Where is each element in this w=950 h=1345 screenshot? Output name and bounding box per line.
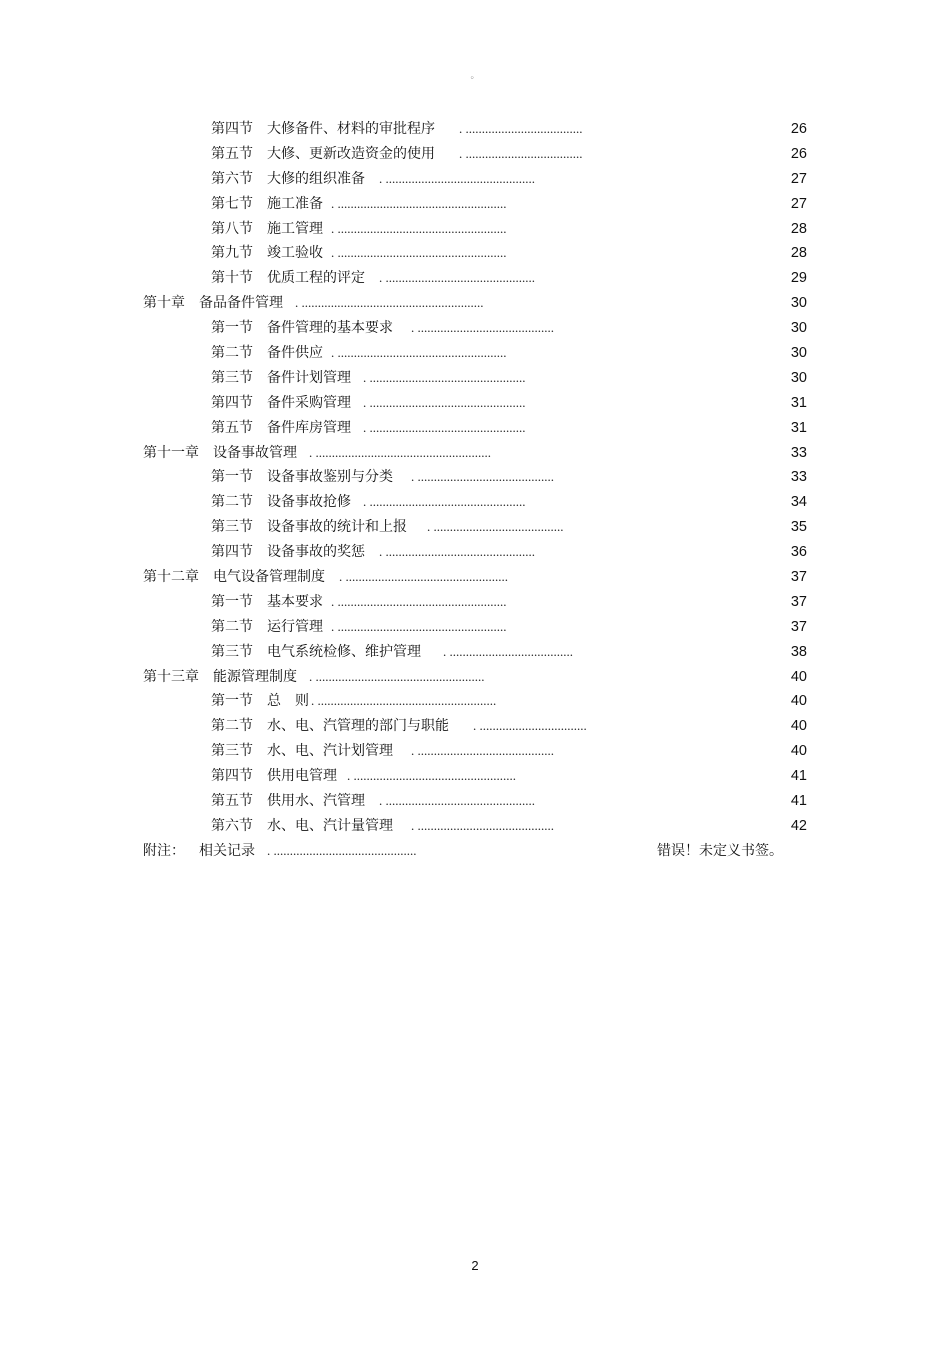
toc-dot-leader: . ..............................................	[379, 170, 535, 186]
toc-entry-number: 第十三章	[143, 668, 199, 685]
toc-page-number: 40	[790, 668, 807, 685]
toc-entry-title: 施工管理	[267, 220, 323, 237]
toc-page-number: 30	[790, 345, 807, 362]
toc-entry-title: 水、电、汽计划管理	[267, 743, 393, 760]
toc-entry-number: 第四节	[211, 121, 253, 137]
toc-dot-leader: . ..................................................	[347, 768, 516, 784]
toc-page-number: 28	[790, 220, 807, 237]
toc-entry-title: 备品备件管理	[199, 295, 283, 312]
toc-entry-text	[143, 291, 484, 316]
toc-section-entry[interactable]	[0, 167, 950, 192]
toc-entry-text	[211, 714, 587, 739]
toc-chapter-entry[interactable]	[0, 441, 950, 466]
toc-entry-title: 水、电、汽管理的部门与职能	[267, 718, 449, 735]
toc-page-number: 26	[790, 145, 807, 162]
toc-dot-leader: . ................................................	[363, 394, 526, 410]
toc-dot-leader: . ..............................................	[379, 270, 535, 286]
toc-chapter-entry[interactable]	[0, 565, 950, 590]
table-of-contents	[0, 117, 950, 864]
toc-entry-title: 竣工验收	[267, 245, 323, 262]
toc-page-number: 28	[790, 245, 807, 262]
toc-section-entry[interactable]	[0, 739, 950, 764]
toc-entry-number: 第九节	[211, 245, 253, 262]
toc-section-entry[interactable]	[0, 714, 950, 739]
toc-entry-text	[211, 465, 554, 490]
toc-page-number: 37	[790, 569, 807, 586]
toc-page-number: 29	[790, 270, 807, 287]
toc-dot-leader: . ..................................................	[339, 569, 508, 585]
toc-entry-text	[211, 266, 535, 291]
toc-dot-leader: . ........................................	[427, 519, 564, 535]
toc-dot-leader: . ........................................................	[295, 295, 484, 311]
toc-entry-text	[211, 689, 496, 714]
toc-dot-leader: . ....................................................	[331, 618, 507, 634]
toc-entry-title: 设备事故抢修	[267, 494, 351, 511]
toc-dot-leader: . ....................................................	[331, 195, 507, 211]
toc-entry-number: 第七节	[211, 195, 253, 212]
toc-entry-number: 第一节	[211, 693, 253, 710]
toc-entry-title: 大修备件、材料的审批程序	[267, 121, 435, 137]
toc-dot-leader: . ....................................................	[331, 593, 507, 609]
toc-entry-title: 水、电、汽计量管理	[267, 817, 393, 834]
toc-entry-title: 大修的组织准备	[267, 170, 365, 187]
toc-section-entry[interactable]	[0, 316, 950, 341]
toc-entry-text	[211, 416, 526, 441]
toc-page-number: 37	[790, 593, 807, 610]
toc-entry-title: 设备事故的奖惩	[267, 544, 365, 561]
toc-dot-leader: . ....................................................	[331, 345, 507, 361]
toc-section-entry[interactable]	[0, 789, 950, 814]
toc-entry-number: 第五节	[211, 419, 253, 436]
toc-page-number: 36	[790, 544, 807, 561]
toc-dot-leader: . ..........................................	[411, 320, 554, 336]
toc-section-entry[interactable]	[0, 341, 950, 366]
toc-entry-text	[211, 391, 526, 416]
toc-page-number: 33	[790, 444, 807, 461]
toc-page-number: 37	[790, 618, 807, 635]
toc-entry-number: 第八节	[211, 220, 253, 237]
toc-entry-number: 第五节	[211, 793, 253, 810]
toc-section-entry[interactable]	[0, 416, 950, 441]
toc-page-number: 31	[790, 419, 807, 436]
toc-page-number: 30	[790, 295, 807, 312]
toc-dot-leader: . ....................................................	[309, 668, 485, 684]
toc-section-entry[interactable]	[0, 465, 950, 490]
toc-dot-leader: . ....................................	[459, 145, 583, 161]
toc-entry-title: 备件库房管理	[267, 419, 351, 436]
toc-page-number: 31	[790, 394, 807, 411]
toc-entry-number: 第六节	[211, 170, 253, 187]
toc-section-entry[interactable]	[0, 615, 950, 640]
toc-page-number: 33	[790, 469, 807, 486]
toc-page-number: 35	[790, 519, 807, 536]
toc-dot-leader: . ..........................................	[411, 469, 554, 485]
toc-entry-text	[211, 814, 554, 839]
toc-entry-number: 第二节	[211, 618, 253, 635]
toc-entry-text	[143, 565, 508, 590]
toc-entry-title: 备件管理的基本要求	[267, 320, 393, 337]
toc-entry-title: 施工准备	[267, 195, 323, 212]
toc-entry-number: 第一节	[211, 469, 253, 486]
toc-entry-title: 电气系统检修、维护管理	[267, 643, 421, 660]
toc-entry-text	[211, 142, 583, 167]
toc-chapter-entry[interactable]	[0, 291, 950, 316]
toc-dot-leader: . ..............................................	[379, 793, 535, 809]
toc-entry-text	[211, 540, 535, 565]
toc-entry-title: 大修、更新改造资金的使用	[267, 145, 435, 162]
toc-dot-leader: . ..............................................	[379, 544, 535, 560]
toc-section-entry[interactable]	[0, 540, 950, 565]
toc-page-number: 41	[790, 768, 807, 785]
toc-entry-title: 备件供应	[267, 345, 323, 362]
toc-entry-title: 优质工程的评定	[267, 270, 365, 287]
toc-entry-number: 第十二章	[143, 569, 199, 586]
toc-section-entry[interactable]	[0, 217, 950, 242]
toc-chapter-entry[interactable]	[0, 839, 950, 864]
toc-entry-text	[211, 217, 507, 242]
header-mark: 。	[470, 71, 480, 81]
toc-chapter-entry[interactable]	[0, 665, 950, 690]
toc-dot-leader: . ......................................................	[309, 444, 491, 460]
toc-section-entry[interactable]	[0, 490, 950, 515]
toc-entry-number: 第六节	[211, 817, 253, 834]
toc-section-entry[interactable]	[0, 117, 950, 142]
toc-entry-number: 第四节	[211, 544, 253, 561]
toc-entry-text	[143, 441, 491, 466]
toc-dot-leader: . ....................................................	[331, 245, 507, 261]
toc-entry-number: 第五节	[211, 145, 253, 162]
toc-entry-text	[211, 640, 573, 665]
toc-page-number: 42	[790, 817, 807, 834]
toc-entry-number: 第一节	[211, 320, 253, 337]
toc-entry-title: 供用电管理	[267, 768, 337, 785]
toc-page-number: 40	[790, 743, 807, 760]
toc-entry-text	[211, 615, 507, 640]
toc-entry-number: 第三节	[211, 743, 253, 760]
toc-entry-text	[211, 739, 554, 764]
toc-entry-text	[211, 316, 554, 341]
toc-entry-text	[211, 789, 535, 814]
toc-entry-text	[211, 192, 507, 217]
toc-entry-text	[211, 590, 507, 615]
toc-section-entry[interactable]	[0, 814, 950, 839]
toc-entry-number: 第四节	[211, 394, 253, 411]
toc-entry-number: 第十章	[143, 295, 185, 312]
toc-section-entry[interactable]	[0, 241, 950, 266]
page-number: 2	[471, 1258, 479, 1273]
toc-entry-text	[211, 515, 564, 540]
toc-page-number: 27	[790, 170, 807, 187]
toc-dot-leader: . ................................................	[363, 494, 526, 510]
toc-dot-leader: . ................................................	[363, 419, 526, 435]
toc-section-entry[interactable]	[0, 764, 950, 789]
toc-entry-number: 第三节	[211, 369, 253, 386]
toc-dot-leader: . ......................................	[443, 643, 573, 659]
toc-section-entry[interactable]	[0, 590, 950, 615]
toc-entry-number: 第二节	[211, 494, 253, 511]
toc-section-entry[interactable]	[0, 689, 950, 714]
toc-section-entry[interactable]	[0, 640, 950, 665]
toc-page-number: 30	[790, 320, 807, 337]
toc-entry-number: 第二节	[211, 718, 253, 735]
toc-page-number: 41	[790, 793, 807, 810]
toc-entry-text	[211, 117, 583, 142]
toc-dot-leader: . .................................	[473, 718, 587, 734]
toc-entry-number: 附注：	[143, 842, 185, 859]
toc-entry-text	[211, 341, 507, 366]
toc-entry-number: 第二节	[211, 345, 253, 362]
toc-entry-number: 第十一章	[143, 444, 199, 461]
toc-entry-number: 第三节	[211, 643, 253, 660]
toc-page-number: 27	[790, 195, 807, 212]
toc-entry-title: 设备事故鉴别与分类	[267, 469, 393, 486]
toc-dot-leader: . .......................................................	[311, 693, 497, 709]
toc-entry-text	[211, 167, 535, 192]
toc-page-number: 40	[790, 693, 807, 710]
toc-dot-leader: . ............................................	[267, 842, 417, 858]
toc-entry-number: 第十节	[211, 270, 253, 287]
toc-page-number: 26	[790, 121, 807, 137]
toc-entry-title: 电气设备管理制度	[213, 569, 325, 586]
toc-entry-title: 能源管理制度	[213, 668, 297, 685]
toc-section-entry[interactable]	[0, 192, 950, 217]
toc-page-number: 34	[790, 494, 807, 511]
toc-section-entry[interactable]	[0, 266, 950, 291]
toc-page-number: 38	[790, 643, 807, 660]
toc-section-entry[interactable]	[0, 391, 950, 416]
toc-dot-leader: . ..........................................	[411, 743, 554, 759]
toc-dot-leader: . ....................................................	[331, 220, 507, 236]
toc-entry-text	[143, 665, 485, 690]
toc-page-number: 错误！未定义书签。	[657, 842, 783, 859]
toc-entry-title: 相关记录	[199, 842, 255, 859]
toc-page-number: 40	[790, 718, 807, 735]
toc-entry-title: 备件计划管理	[267, 369, 351, 386]
toc-entry-number: 第四节	[211, 768, 253, 785]
toc-entry-text	[211, 241, 507, 266]
toc-entry-title: 运行管理	[267, 618, 323, 635]
toc-entry-title: 设备事故的统计和上报	[267, 519, 407, 536]
toc-entry-text	[143, 839, 417, 864]
toc-dot-leader: . ....................................	[459, 121, 583, 136]
toc-section-entry[interactable]	[0, 142, 950, 167]
toc-entry-text	[211, 490, 526, 515]
toc-entry-title: 设备事故管理	[213, 444, 297, 461]
toc-entry-text	[211, 764, 516, 789]
toc-entry-title: 基本要求	[267, 593, 323, 610]
toc-entry-number: 第一节	[211, 593, 253, 610]
toc-entry-title: 总 则	[267, 693, 309, 710]
toc-dot-leader: . ..........................................	[411, 817, 554, 833]
toc-entry-text	[211, 366, 526, 391]
toc-page-number: 30	[790, 369, 807, 386]
toc-dot-leader: . ................................................	[363, 369, 526, 385]
toc-section-entry[interactable]	[0, 366, 950, 391]
toc-entry-title: 供用水、汽管理	[267, 793, 365, 810]
toc-entry-number: 第三节	[211, 519, 253, 536]
toc-section-entry[interactable]	[0, 515, 950, 540]
toc-entry-title: 备件采购管理	[267, 394, 351, 411]
